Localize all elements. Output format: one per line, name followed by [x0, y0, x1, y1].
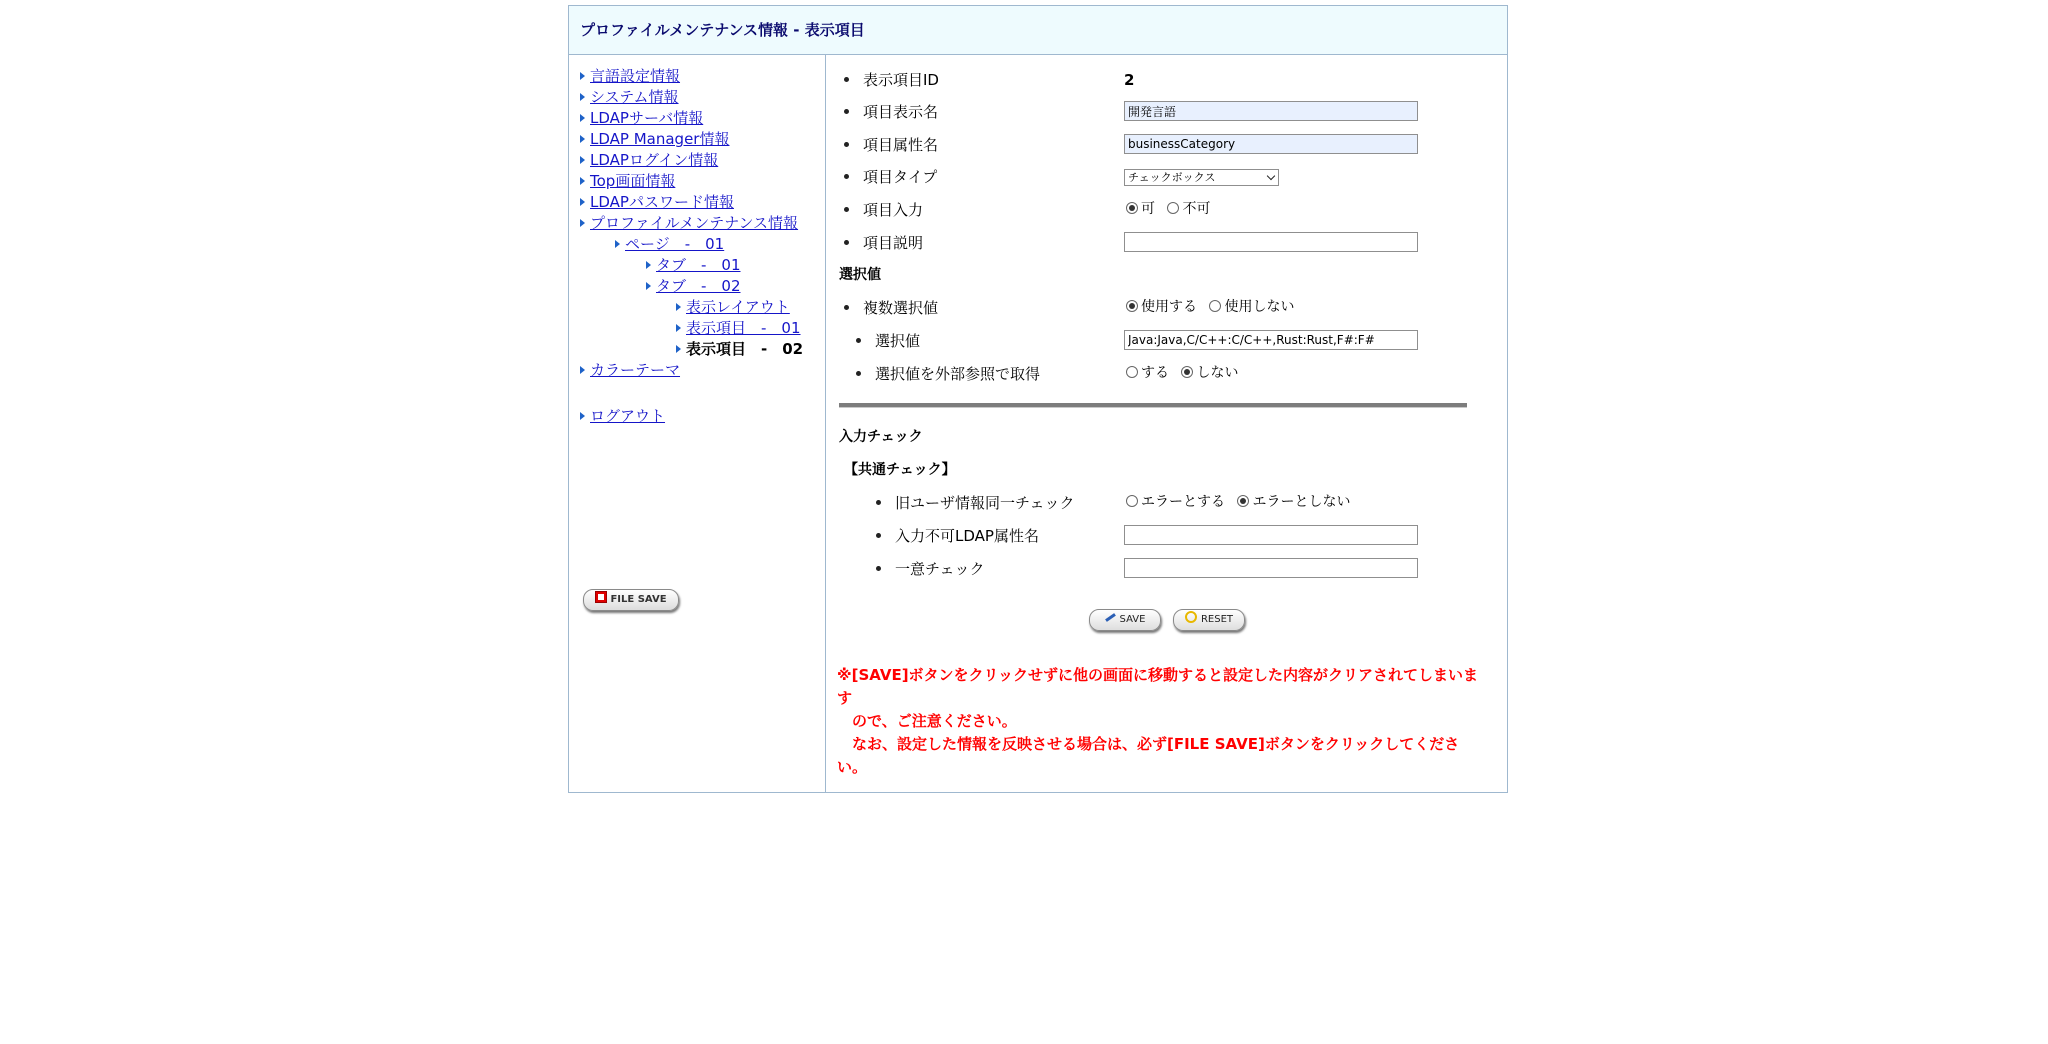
arrow-right-icon: [580, 412, 585, 420]
sidebar-item-display-item-01[interactable]: 表示項目 - 01: [676, 318, 801, 338]
warning-message: ※[SAVE]ボタンをクリックせずに他の画面に移動すると設定した内容がクリアされてしまいま す ので、ご注意ください。 なお、設定した情報を反映させる場合は、必ず[FILE SAVE]ボタンをクリックしてくださ い。: [837, 666, 1478, 776]
attribute-name-row: [844, 135, 938, 155]
arrow-right-icon: [580, 177, 585, 185]
arrow-right-icon: [580, 156, 585, 164]
selection-values-input[interactable]: [1124, 330, 1418, 350]
multi-select-radio-nouse[interactable]: [1209, 300, 1221, 312]
page-frame: [568, 5, 1508, 793]
item-input-row: [844, 200, 923, 220]
sidebar-item-tab-02[interactable]: タブ - 02: [646, 276, 741, 296]
description-row: [844, 233, 923, 253]
arrow-right-icon: [646, 282, 651, 290]
old-user-check-radio-error[interactable]: [1126, 495, 1138, 507]
section-divider: [839, 403, 1467, 408]
item-type-label: 項目タイプ: [863, 168, 938, 186]
old-user-check-radio-group: エラーとする エラーとしない: [1126, 492, 1358, 512]
sidebar-item-ldap-manager[interactable]: LDAP Manager情報: [580, 129, 729, 149]
item-type-row: [844, 167, 937, 187]
arrow-right-icon: [580, 198, 585, 206]
sidebar-item-page-01[interactable]: ページ - 01: [615, 234, 724, 254]
item-type-select[interactable]: [1124, 169, 1279, 186]
arrow-right-icon: [580, 366, 585, 374]
arrow-right-icon: [615, 240, 620, 248]
sidebar-nav: [569, 55, 826, 793]
display-name-row: [844, 102, 938, 122]
sidebar-item-top-page[interactable]: Top画面情報: [580, 171, 675, 191]
reset-icon: [1185, 611, 1197, 623]
bullet-icon: [844, 142, 849, 147]
old-user-check-radio-noerror[interactable]: [1237, 495, 1249, 507]
pen-icon: [1105, 613, 1116, 622]
arrow-right-icon: [676, 345, 681, 353]
sidebar-item-tab-01[interactable]: タブ - 01: [646, 255, 741, 275]
bullet-icon: [856, 371, 861, 376]
main-form: [826, 55, 1507, 793]
file-save-button[interactable]: FILE SAVE: [583, 589, 679, 611]
bullet-icon: [844, 174, 849, 179]
multi-select-radio-use[interactable]: [1126, 300, 1138, 312]
sidebar-item-system[interactable]: システム情報: [580, 87, 679, 107]
unique-check-row: [876, 559, 985, 579]
display-name-input[interactable]: [1124, 101, 1418, 121]
item-input-radio-group: 可 不可: [1126, 199, 1218, 219]
bullet-icon: [844, 77, 849, 82]
selection-values-label: 選択値: [875, 332, 921, 350]
multi-select-row: [844, 298, 938, 318]
external-ref-radio-no[interactable]: [1181, 366, 1193, 378]
arrow-right-icon: [580, 219, 585, 227]
common-check-title: 【共通チェック】: [844, 462, 956, 478]
arrow-right-icon: [580, 114, 585, 122]
bullet-icon: [876, 533, 881, 538]
arrow-right-icon: [676, 303, 681, 311]
bullet-icon: [876, 566, 881, 571]
input-check-title: 入力チェック: [839, 429, 923, 445]
item-id-value: 2: [1124, 71, 1135, 89]
multi-select-radio-group: 使用する 使用しない: [1126, 297, 1302, 317]
file-save-icon: [595, 591, 607, 603]
reset-button[interactable]: RESET: [1173, 609, 1245, 631]
sidebar-item-ldap-server[interactable]: LDAPサーバ情報: [580, 108, 703, 128]
sidebar-item-ldap-password[interactable]: LDAPパスワード情報: [580, 192, 734, 212]
sidebar-item-ldap-login[interactable]: LDAPログイン情報: [580, 150, 718, 170]
arrow-right-icon: [580, 72, 585, 80]
sidebar-item-display-layout[interactable]: 表示レイアウト: [676, 297, 790, 317]
attribute-name-input[interactable]: [1124, 134, 1418, 154]
old-user-check-row: [876, 493, 1075, 513]
bullet-icon: [844, 305, 849, 310]
no-input-ldap-input[interactable]: [1124, 525, 1418, 545]
selection-values-row: [856, 331, 920, 351]
old-user-check-label: 旧ユーザ情報同一チェック: [895, 494, 1075, 512]
external-ref-radio-yes[interactable]: [1126, 366, 1138, 378]
bullet-icon: [844, 207, 849, 212]
sidebar-item-logout[interactable]: ログアウト: [580, 406, 665, 426]
unique-check-label: 一意チェック: [895, 560, 985, 578]
attribute-name-label: 項目属性名: [863, 136, 939, 154]
unique-check-input[interactable]: [1124, 558, 1418, 578]
sidebar-item-profile-maintenance[interactable]: プロファイルメンテナンス情報: [580, 213, 798, 233]
external-ref-label: 選択値を外部参照で取得: [875, 365, 1041, 383]
bullet-icon: [876, 500, 881, 505]
sidebar-item-language[interactable]: 言語設定情報: [580, 66, 680, 86]
display-name-label: 項目表示名: [863, 103, 939, 121]
description-input[interactable]: [1124, 232, 1418, 252]
external-ref-row: [856, 364, 1040, 384]
page-header: [569, 6, 1507, 55]
sidebar-item-color-theme[interactable]: カラーテーマ: [580, 360, 680, 380]
item-input-label: 項目入力: [863, 201, 924, 219]
item-input-radio-deny[interactable]: [1167, 202, 1179, 214]
item-input-radio-allow[interactable]: [1126, 202, 1138, 214]
chevron-down-icon: [1267, 172, 1275, 180]
bullet-icon: [844, 109, 849, 114]
arrow-right-icon: [580, 93, 585, 101]
arrow-right-icon: [580, 135, 585, 143]
arrow-right-icon: [646, 261, 651, 269]
description-label: 項目説明: [863, 234, 924, 252]
arrow-right-icon: [676, 324, 681, 332]
bullet-icon: [844, 240, 849, 245]
external-ref-radio-group: する しない: [1126, 363, 1246, 383]
multi-select-label: 複数選択値: [863, 299, 939, 317]
bullet-icon: [856, 338, 861, 343]
no-input-ldap-row: [876, 526, 1039, 546]
item-id-row: [844, 70, 939, 90]
no-input-ldap-label: 入力不可LDAP属性名: [895, 527, 1039, 545]
save-button[interactable]: SAVE: [1089, 609, 1161, 631]
item-id-label: 表示項目ID: [863, 71, 939, 89]
item-type-selected-value: チェックボックス: [1128, 171, 1216, 184]
page-title: プロファイルメンテナンス情報 - 表示項目: [580, 21, 865, 39]
selection-section-title: 選択値: [839, 267, 881, 283]
sidebar-item-display-item-02: 表示項目 - 02: [676, 339, 803, 359]
